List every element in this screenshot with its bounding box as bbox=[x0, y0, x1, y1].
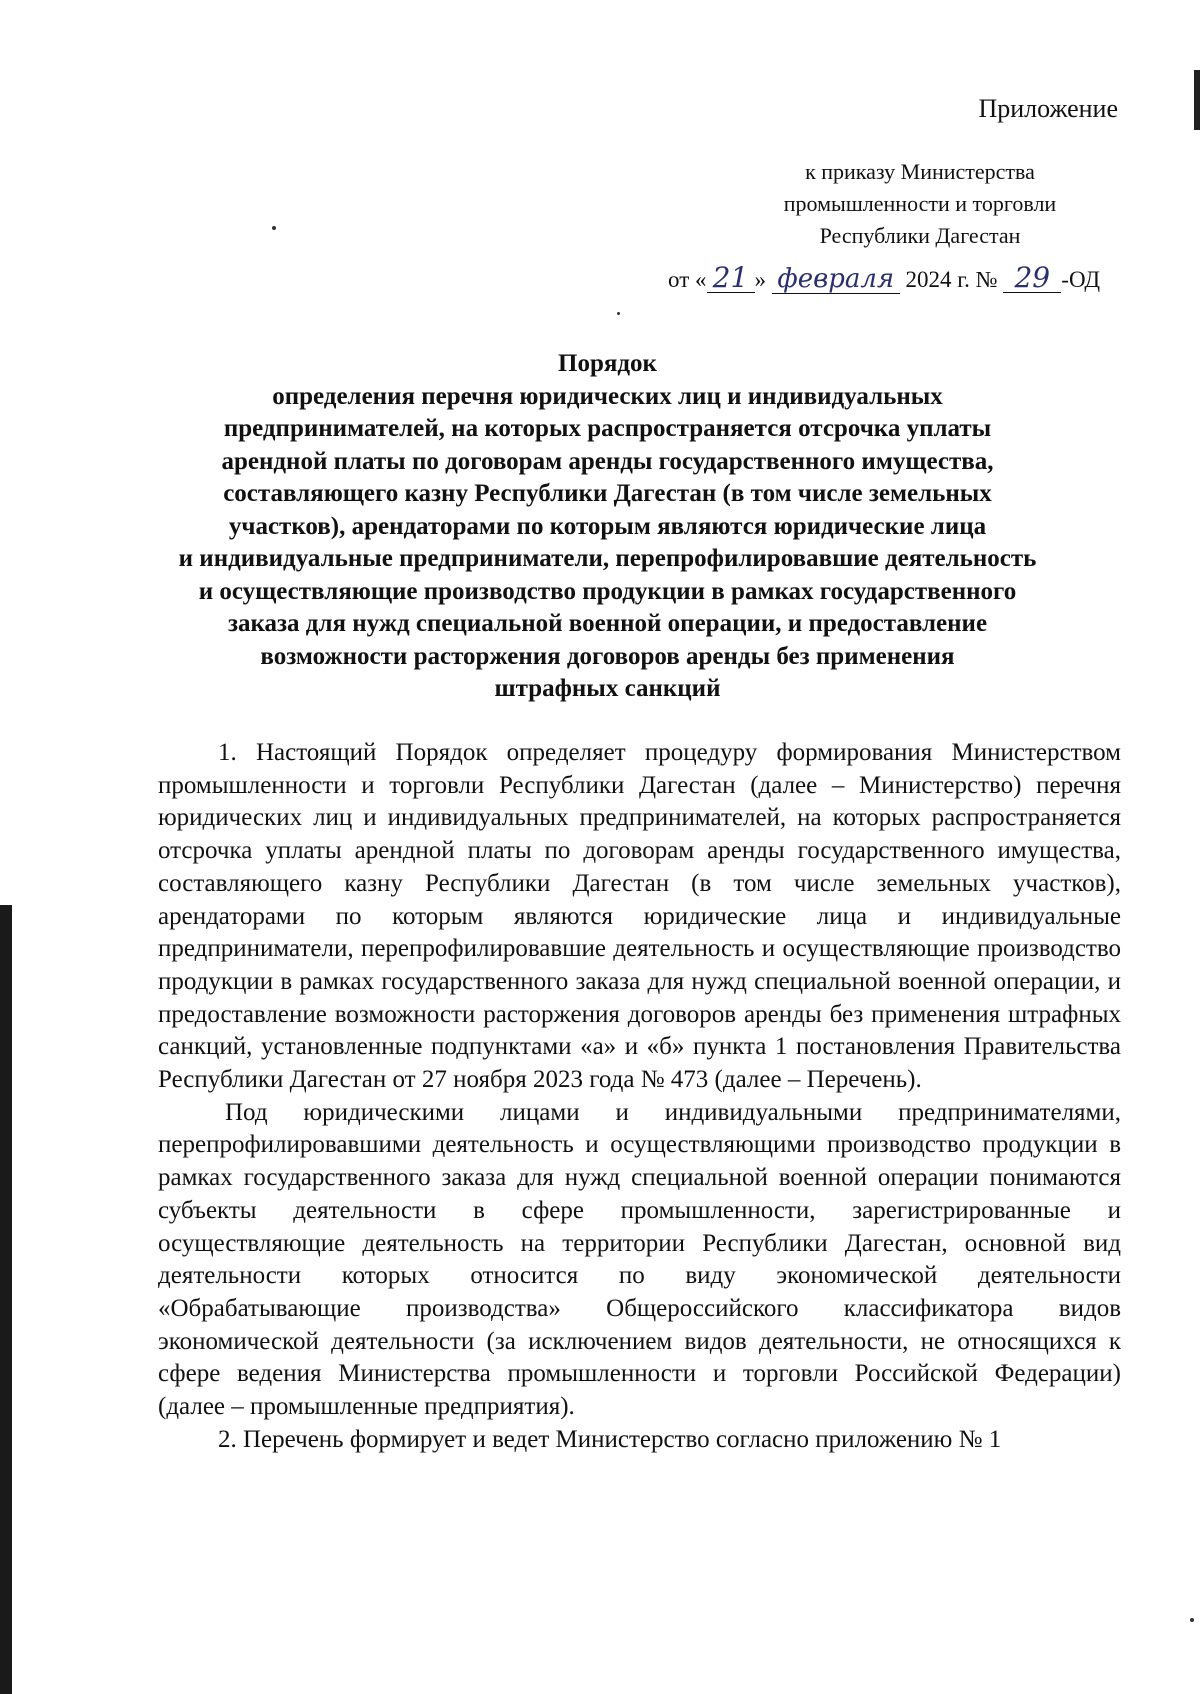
body-paragraph-1: 1. Настоящий Порядок определяет процедуру формирования Министерством промышленности и торговли Республики Дагестан (далее – Министерство) перечня юридических лиц и индивидуальных предпринимателей, на которых распространяется отсрочка уплаты арендной платы по договорам аренды государственного имущества, составляющего казну Республики Дагестан (в том числе земельных участков), арендаторами по которым являются юридические лица и индивидуальные предприниматели, перепрофилировавшие деятельность и осуществляющие производство продукции в рамках государственного заказа для нужд специальной военной операции, и предоставление возможности расторжения договоров аренды без применения штрафных санкций, установленные подпунктами «а» и «б» пункта 1 постановления Правительства Республики Дагестан от 27 ноября 2023 года № 473 (далее – Перечень). bbox=[158, 739, 1121, 1094]
order-reference-line: промышленности и торговли bbox=[783, 191, 1057, 216]
appendix-label: Приложение bbox=[978, 94, 1118, 123]
title-line: штрафных санкций bbox=[494, 675, 721, 702]
title-line: и индивидуальные предприниматели, перепрофилировавшие деятельность bbox=[178, 545, 1037, 572]
body-paragraph-2: Под юридическими лицами и индивидуальными предпринимателями, перепрофилировавшими деятельность и осуществляющими производство продукции в рамках государственного заказа для нужд специальной военной операции понимаются субъекты деятельности в сфере промышленности, зарегистрированные и осуществляющие деятельность на территории Республики Дагестан, основной вид деятельности которых относится по виду экономической деятельности «Обрабатывающие производства» Общероссийского классификатора видов экономической деятельности (за исключением видов деятельности, не относящихся к сфере ведения Министерства промышленности и торговли Российской Федерации) (далее – промышленные предприятия). bbox=[158, 1098, 1121, 1421]
title-line: заказа для нужд специальной военной операции, и предоставление bbox=[227, 610, 988, 637]
title-line: арендной платы по договорам аренды государственного имущества, bbox=[221, 447, 994, 475]
order-suffix: -ОД bbox=[1061, 267, 1101, 292]
body-paragraph-3: 2. Перечень формирует и ведет Министерство согласно приложению № 1 bbox=[218, 1425, 1002, 1453]
handwritten-day: 21 bbox=[707, 264, 755, 293]
document-body bbox=[158, 737, 1121, 1456]
scan-speck bbox=[1190, 1618, 1194, 1622]
handwritten-month: февраля bbox=[772, 265, 900, 294]
title-line: возможности расторжения договоров аренды без применения bbox=[260, 642, 955, 670]
title-line: составляющего казну Республики Дагестан (в том числе земельных bbox=[223, 480, 992, 507]
handwritten-order-number: 29 bbox=[1003, 264, 1061, 293]
scan-speck bbox=[617, 312, 620, 315]
title-line: предпринимателей, на которых распространяется отсрочка уплаты bbox=[223, 415, 992, 442]
scan-shadow-right bbox=[1194, 70, 1200, 130]
scan-speck bbox=[272, 226, 276, 230]
date-year: 2024 г. № bbox=[905, 267, 998, 292]
title-heading: Порядок bbox=[558, 350, 657, 377]
date-mid: » bbox=[754, 267, 766, 292]
date-prefix: от « bbox=[668, 267, 707, 292]
title-line: определения перечня юридических лиц и индивидуальных bbox=[272, 382, 943, 410]
order-date-line bbox=[668, 261, 1101, 294]
document-title bbox=[140, 348, 1075, 706]
title-line: и осуществляющие производство продукции в рамках государственного bbox=[198, 577, 1017, 605]
order-reference-line: к приказу Министерства bbox=[805, 159, 1035, 184]
order-reference bbox=[770, 156, 1070, 252]
title-line: участков), арендаторами по которым являются юридические лица bbox=[228, 512, 987, 540]
order-reference-line: Республики Дагестан bbox=[819, 223, 1021, 248]
scan-shadow-left bbox=[0, 905, 12, 1694]
